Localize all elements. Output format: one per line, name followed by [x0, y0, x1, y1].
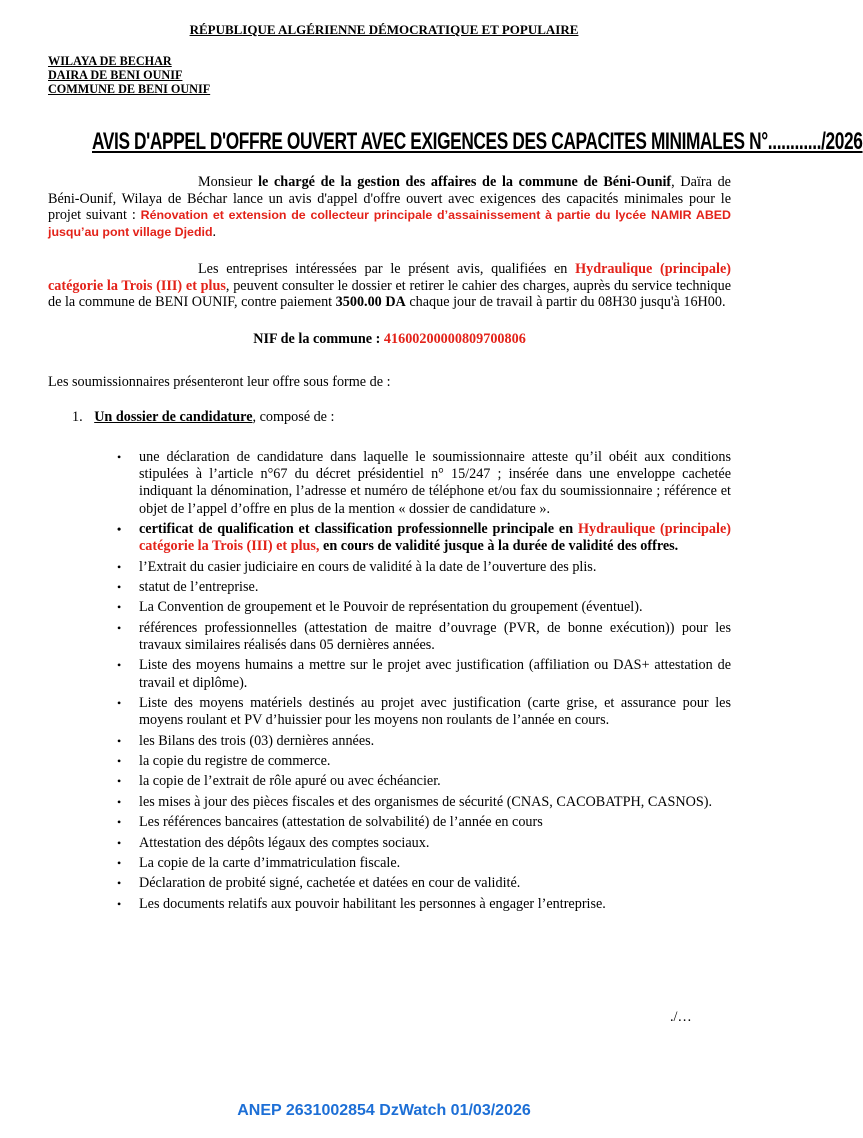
- list-item: • La copie de la carte d’immatriculation fiscale.: [117, 854, 401, 871]
- eligibility-text-a: Les entreprises intéressées par le présent avis, qualifiées en: [198, 261, 576, 277]
- eligibility-qualification: Hydraulique (principale) catégorie la Trois (III) et plus: [48, 261, 731, 294]
- list-item: • une déclaration de candidature dans laquelle le soumissionnaire atteste qu’il obéit aux conditions stipulées à l’article n°67 du décret présidentiel n° 15/247 ; insérée dans une enveloppe cachetée indiquant la dénomination, l’adresse et numéro de téléphone et/ou fax du soumissionnaire ; référence et objet de l’appel d’offre en plus de la mention « dossier de candidature ».: [117, 449, 731, 517]
- intro-text-a: Monsieur: [198, 174, 259, 190]
- list-item: • les Bilans des trois (03) dernières années.: [117, 732, 375, 749]
- intro-end: .: [212, 223, 217, 240]
- nif-value: 41600200000809700806: [383, 331, 526, 347]
- eligibility-text-c: chaque jour de travail à partir du 08H30 jusqu'à 16H00.: [405, 294, 726, 310]
- list-item: • les mises à jour des pièces fiscales et des organismes de sécurité (CNAS, CACOBATPH, CASNOS).: [117, 793, 713, 810]
- list-item: • Les références bancaires (attestation de solvabilité) de l’année en cours: [117, 814, 543, 831]
- list-item: • Liste des moyens humains a mettre sur le projet avec justification (affiliation ou DAS+ attestation de travail et diplôme).: [117, 657, 731, 691]
- list-item: • Liste des moyens matériels destinés au projet avec justification (carte grise, et assurance pour les moyens roulant et PV d’huissier pour les moyens non roulants de l’année en cours.: [117, 694, 731, 729]
- list-item: • l’Extrait du casier judiciaire en cours de validité à la date de l’ouverture des plis.: [117, 558, 597, 575]
- eligibility-text-b: , peuvent consulter le dossier et retirer le cahier des charges, auprès du service technique de la commune de BENI OUNIF, contre paiement: [48, 277, 731, 310]
- list-item: • certificat de qualification et classification professionnelle principale en Hydraulique (principale) catégorie la Trois (III) et plus, en cours de validité jusque à la durée de validité des offres.: [117, 521, 731, 555]
- dossier-price: 3500.00 DA: [335, 294, 406, 310]
- intro-text-c: , Daïra de Béni-Ounif, Wilaya de Béchar lance un avis d'appel d'offre ouvert avec exigences des capacités minimales pour le projet suivant :: [48, 174, 731, 223]
- list-item: • la copie de l’extrait de rôle apuré ou avec échéancier.: [117, 773, 441, 790]
- project-title: Rénovation et extension de collecteur principale d’assainissement à partie du lycée NAMIR ABED jusqu’au pont village Djedid: [48, 208, 731, 239]
- daira-line: DAIRA DE BENI OUNIF: [48, 68, 183, 82]
- list-item: • statut de l’entreprise.: [117, 578, 259, 595]
- wilaya-line: WILAYA DE BECHAR: [48, 54, 172, 68]
- administrative-header: [48, 54, 210, 96]
- section-1-suffix: , composé de :: [252, 409, 335, 425]
- intro-paragraph: [48, 174, 731, 240]
- list-item: • Les documents relatifs aux pouvoir habilitant les personnes à engager l’entreprise.: [117, 895, 606, 912]
- intro-authority: le chargé de la gestion des affaires de la commune de Béni-Ounif: [258, 174, 672, 190]
- anep-footer: ANEP 2631002854 DzWatch 01/03/2026: [237, 1102, 531, 1119]
- nif-line: [48, 331, 731, 348]
- list-item: • Déclaration de probité signé, cachetée et datées en cour de validité.: [117, 875, 521, 892]
- offer-intro: Les soumissionnaires présenteront leur offre sous forme de :: [48, 374, 391, 390]
- section-1-title: Un dossier de candidature: [94, 409, 253, 425]
- section-1-number: 1.: [72, 409, 83, 425]
- list-item: • références professionnelles (attestation de maitre d’ouvrage (PVR, de bonne exécution)) pour les travaux similaires réalisés dans 05 dernières années.: [117, 619, 731, 653]
- list-item: • la copie du registre de commerce.: [117, 752, 331, 769]
- candidature-documents-list: [117, 449, 731, 916]
- notice-title: AVIS D'APPEL D'OFFRE OUVERT AVEC EXIGENCES DES CAPACITES MINIMALES N°............/2026: [92, 128, 863, 155]
- republic-heading: RÉPUBLIQUE ALGÉRIENNE DÉMOCRATIQUE ET POPULAIRE: [189, 22, 579, 37]
- eligibility-paragraph: [48, 261, 731, 311]
- continuation-mark: ./…: [670, 1009, 692, 1025]
- commune-line: COMMUNE DE BENI OUNIF: [48, 82, 211, 96]
- section-1-heading: [72, 409, 334, 426]
- list-item: • Attestation des dépôts légaux des comptes sociaux.: [117, 834, 430, 851]
- list-item: • La Convention de groupement et le Pouvoir de représentation du groupement (éventuel).: [117, 599, 643, 616]
- nif-label: NIF de la commune :: [253, 331, 384, 347]
